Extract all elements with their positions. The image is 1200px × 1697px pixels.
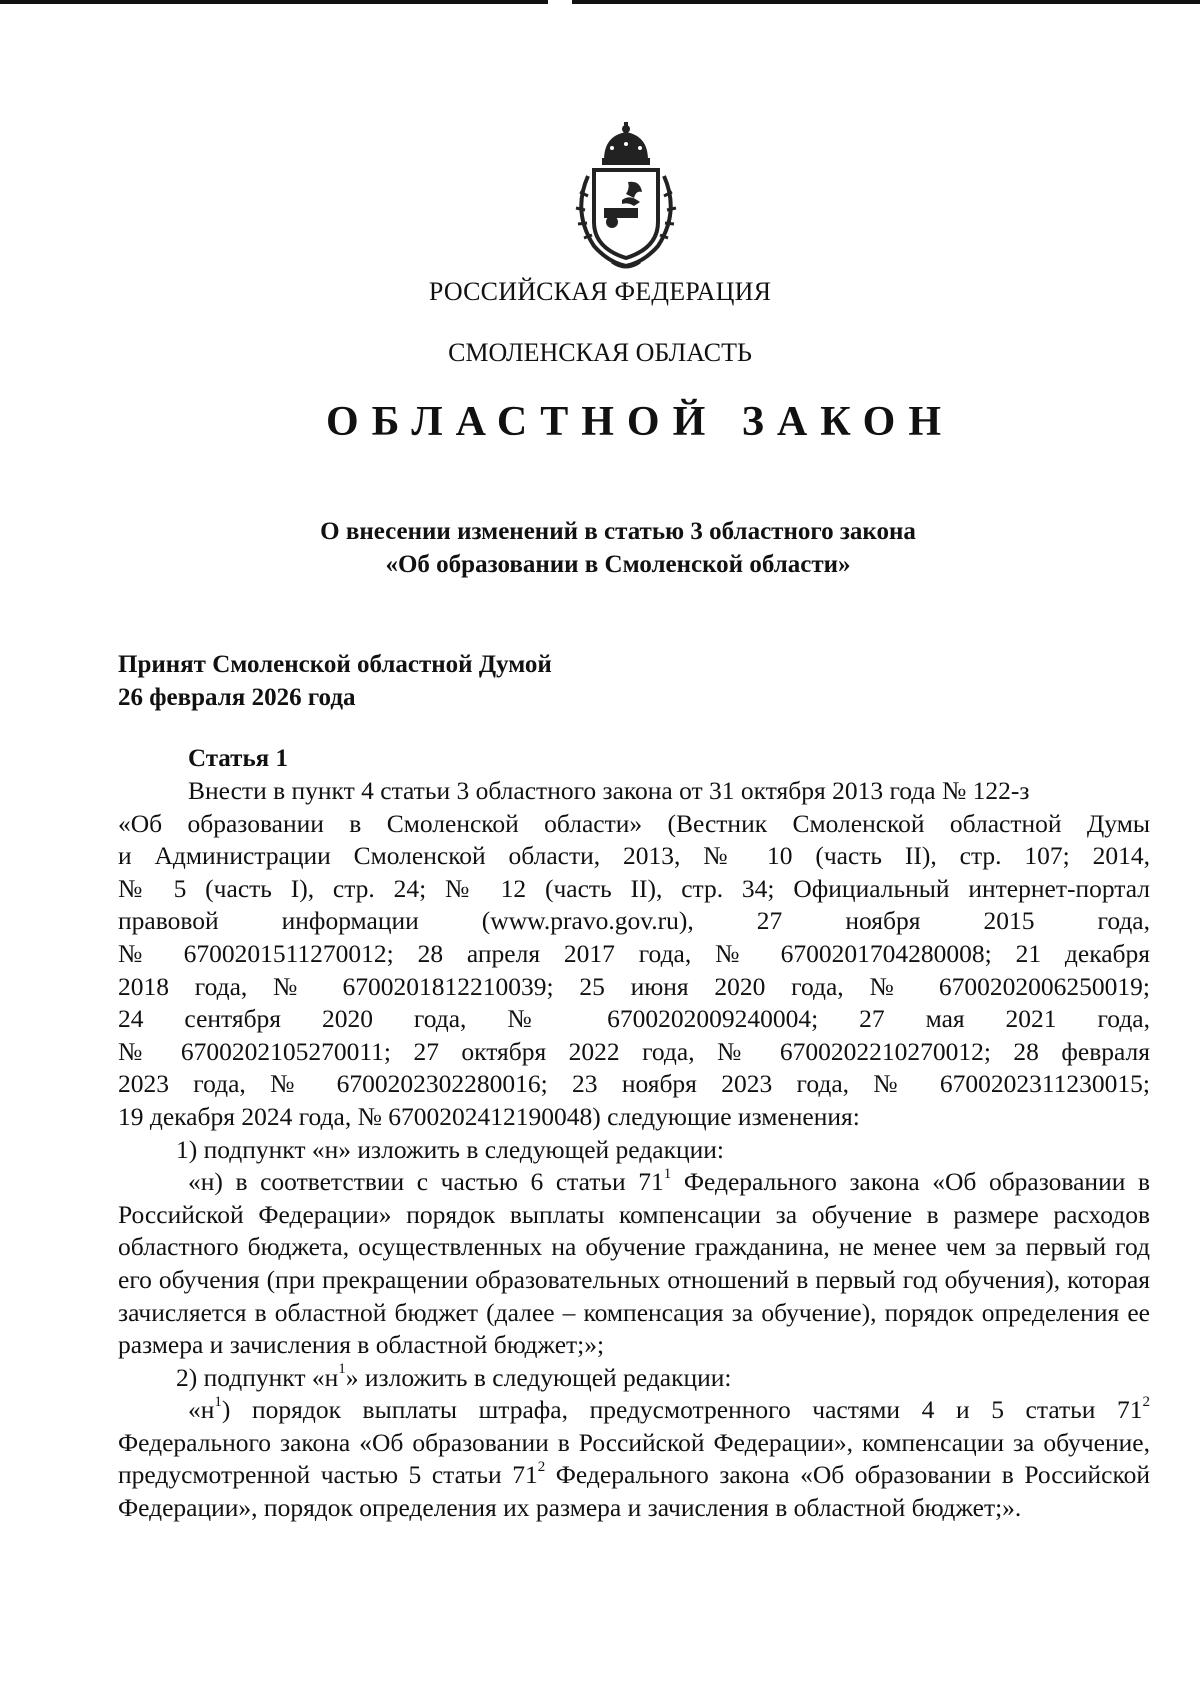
superscript: 1 bbox=[214, 1393, 222, 1410]
superscript: 1 bbox=[663, 1165, 672, 1182]
intro-line: 2018 года, № 6700201812210039; 25 июня 2020 года, № 6700202006250019; bbox=[118, 971, 1150, 1001]
superscript: 2 bbox=[1142, 1393, 1150, 1410]
adoption-date: 26 февраля 2026 года bbox=[118, 684, 356, 711]
document-title-line-1: О внесении изменений в статью 3 областного закона bbox=[320, 518, 916, 545]
intro-line: 19 декабря 2024 года, № 6700202412190048) следующие изменения: bbox=[118, 1101, 860, 1131]
region-name: СМОЛЕНСКАЯ ОБЛАСТЬ bbox=[448, 338, 752, 367]
article-heading: Статья 1 bbox=[188, 745, 288, 772]
intro-line: правовой информации (www.pravo.gov.ru), 27 ноября 2015 года, bbox=[118, 906, 1150, 936]
document-title-line-2: «Об образовании в Смоленской области» bbox=[385, 551, 851, 578]
scan-edge-left bbox=[0, 0, 548, 4]
adoption-info bbox=[118, 648, 552, 714]
superscript: 1 bbox=[338, 1361, 346, 1378]
intro-line: 24 сентября 2020 года, № 6700202009240004; 27 мая 2021 года, bbox=[118, 1004, 1150, 1034]
adoption-body: Принят Смоленской областной Думой bbox=[118, 651, 552, 678]
item-2-text: «$н^1$) порядок выплаты штрафа, предусмотренного частями 4 и 5 статьи $71^2$ Федерального закона «Об образовании в Российской Федерации», компенсации за обучение, предусмотренной частью 5 статьи $71^2$ Федерального закона «Об образовании в Российской Федерации», порядок определения их размера и зачисления в областной бюджет;». bbox=[118, 1393, 1150, 1523]
law-type-title: ОБЛАСТНОЙ ЗАКОН bbox=[325, 399, 955, 445]
item-1-heading: 1) подпункт «н» изложить в следующей редакции: bbox=[176, 1134, 724, 1164]
intro-line: «Об образовании в Смоленской области» (Вестник Смоленской областной Думы bbox=[118, 808, 1150, 838]
article-intro bbox=[118, 775, 1150, 1134]
intro-line: № 5 (часть I), стр. 24; № 12 (часть II), стр. 34; Официальный интернет-портал bbox=[118, 873, 1150, 903]
superscript: 2 bbox=[537, 1458, 546, 1475]
intro-line: № 6700201511270012; 28 апреля 2017 года, № 6700201704280008; 21 декабря bbox=[118, 938, 1150, 968]
intro-line: и Администрации Смоленской области, 2013, № 10 (часть II), стр. 107; 2014, bbox=[118, 841, 1150, 871]
intro-line: Внести в пункт 4 статьи 3 областного закона от 31 октября 2013 года № 122-з bbox=[188, 776, 1030, 805]
article-body bbox=[118, 775, 1150, 1525]
country-name: РОССИЙСКАЯ ФЕДЕРАЦИЯ bbox=[428, 277, 772, 306]
document-title bbox=[0, 515, 1200, 581]
item-2-heading: 2) подпункт «$н^1$» изложить в следующей редакции: bbox=[176, 1361, 732, 1392]
smolensk-coat-of-arms-icon bbox=[564, 122, 688, 272]
item-1-text: «н) в соответствии с частью 6 статьи $71^1$ Федерального закона «Об образовании в Российской Федерации» порядок выплаты компенсации за обучение в размере расходов областного бюджета, осуществленных на обучение гражданина, не менее чем за первый год его обучения (при прекращении образовательных отношений в первый год обучения), которая зачисляется в областной бюджет (далее – компенсация за обучение), порядок определения ее размера и зачисления в областной бюджет;»; bbox=[118, 1165, 1150, 1360]
scan-edge-right bbox=[572, 0, 1200, 4]
intro-line: № 6700202105270011; 27 октября 2022 года, № 6700202210270012; 28 февраля bbox=[118, 1036, 1150, 1066]
intro-line: 2023 года, № 6700202302280016; 23 ноября 2023 года, № 6700202311230015; bbox=[118, 1069, 1150, 1099]
